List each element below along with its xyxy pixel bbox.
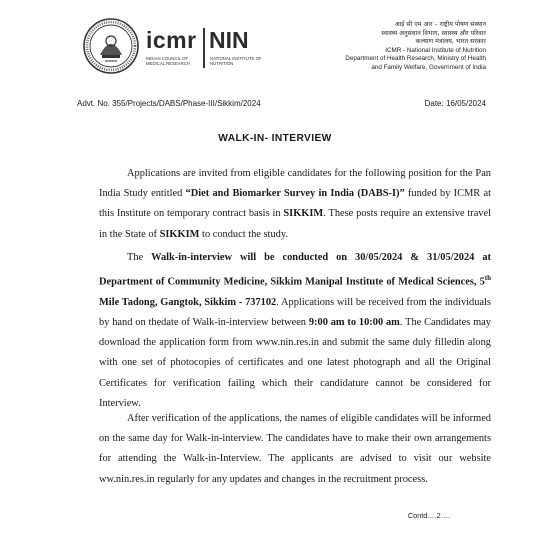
hindi-line-2: स्वास्थ्य अनुसंधान विभाग, स्वास्थ्य और परिवार [381,29,486,37]
document-date: Date: 16/05/2024 [424,99,486,108]
para1-text-3: . These posts require an extensive travel in the State of [99,208,491,240]
para1-text-2: funded by ICMR at this Institute on temporary contract basis in [99,188,491,220]
para3-text-1: After verification of the applications, the names of eligible candidates will be informed on the same day for Walk-in-interview. The candidates have to make their own arrangements for attending the Walk-in-Interview. The applicants are advised to visit our website ww.nin.res.in regularly for any updates and changes in the recruitment process. [99,413,491,485]
interview-venue-dates: Walk-in-interview will be conducted on 30/05/2024 & 31/05/2024 at Department of Community Medicine, Sikkim Manipal Institute of Medical Sciences, 5 [99,252,491,288]
logo-divider [203,28,205,68]
para1-text-4: to conduct the study. [199,228,288,240]
paragraph-verification [99,409,491,490]
state-name-2: SIKKIM [159,228,200,240]
icmr-seal-logo-icon [82,17,140,75]
english-line-3: and Family Welfare, Government of India [371,63,486,71]
institution-address-block [345,21,486,73]
state-name: SIKKIM [283,208,324,220]
nin-subtitle: NATIONAL INSTITUTE OF NUTRITION [210,56,262,66]
continued-marker: Contd.…2…. [407,511,450,520]
para2-text-2: . Applications will be received from the individuals by hand on thedate of Walk-in-interview between [99,296,491,329]
para2-text-1: The [127,252,152,263]
nin-wordmark: NIN [209,27,249,53]
english-line-2: Department of Health Research, Ministry of Health [345,55,486,63]
paragraph-interview-details [99,248,491,414]
venue-address: Mile Tadong, Gangtok, Sikkim - 737102 [99,296,277,308]
icmr-subtitle: INDIAN COUNCIL OF MEDICAL RESEARCH [146,56,191,66]
advertisement-number: Advt. No. 355/Projects/DABS/Phase-III/Sikkim/2024 [77,99,261,108]
study-title: “Diet and Biomarker Survey in India (DABS-I)” [185,188,405,200]
document-title: WALK-IN- INTERVIEW [218,133,332,144]
para1-text-1: Applications are invited from eligible candidates for the following position for the Pan India Study entitled [99,168,491,200]
ordinal-suffix: th [484,274,491,283]
para2-text-3: . The Candidates may download the application form from www.nin.res.in and submit the same duly filledin along with one set of photocopies of certificates and one latest photograph and all the Original Certificates for verification failing which their candidature cannot be considered for Interview. [99,317,491,409]
interview-time: 9:00 am to 10:00 am [308,317,400,329]
icmr-wordmark: icmr [146,27,197,53]
hindi-line-1: आई सी एम आर – राष्ट्रीय पोषण संस्थान [394,21,486,28]
english-line-1: ICMR - National Institute of Nutrition [385,46,486,54]
paragraph-intro [99,164,491,245]
hindi-line-3: कल्याण मंत्रालय, भारत सरकार [415,38,486,46]
